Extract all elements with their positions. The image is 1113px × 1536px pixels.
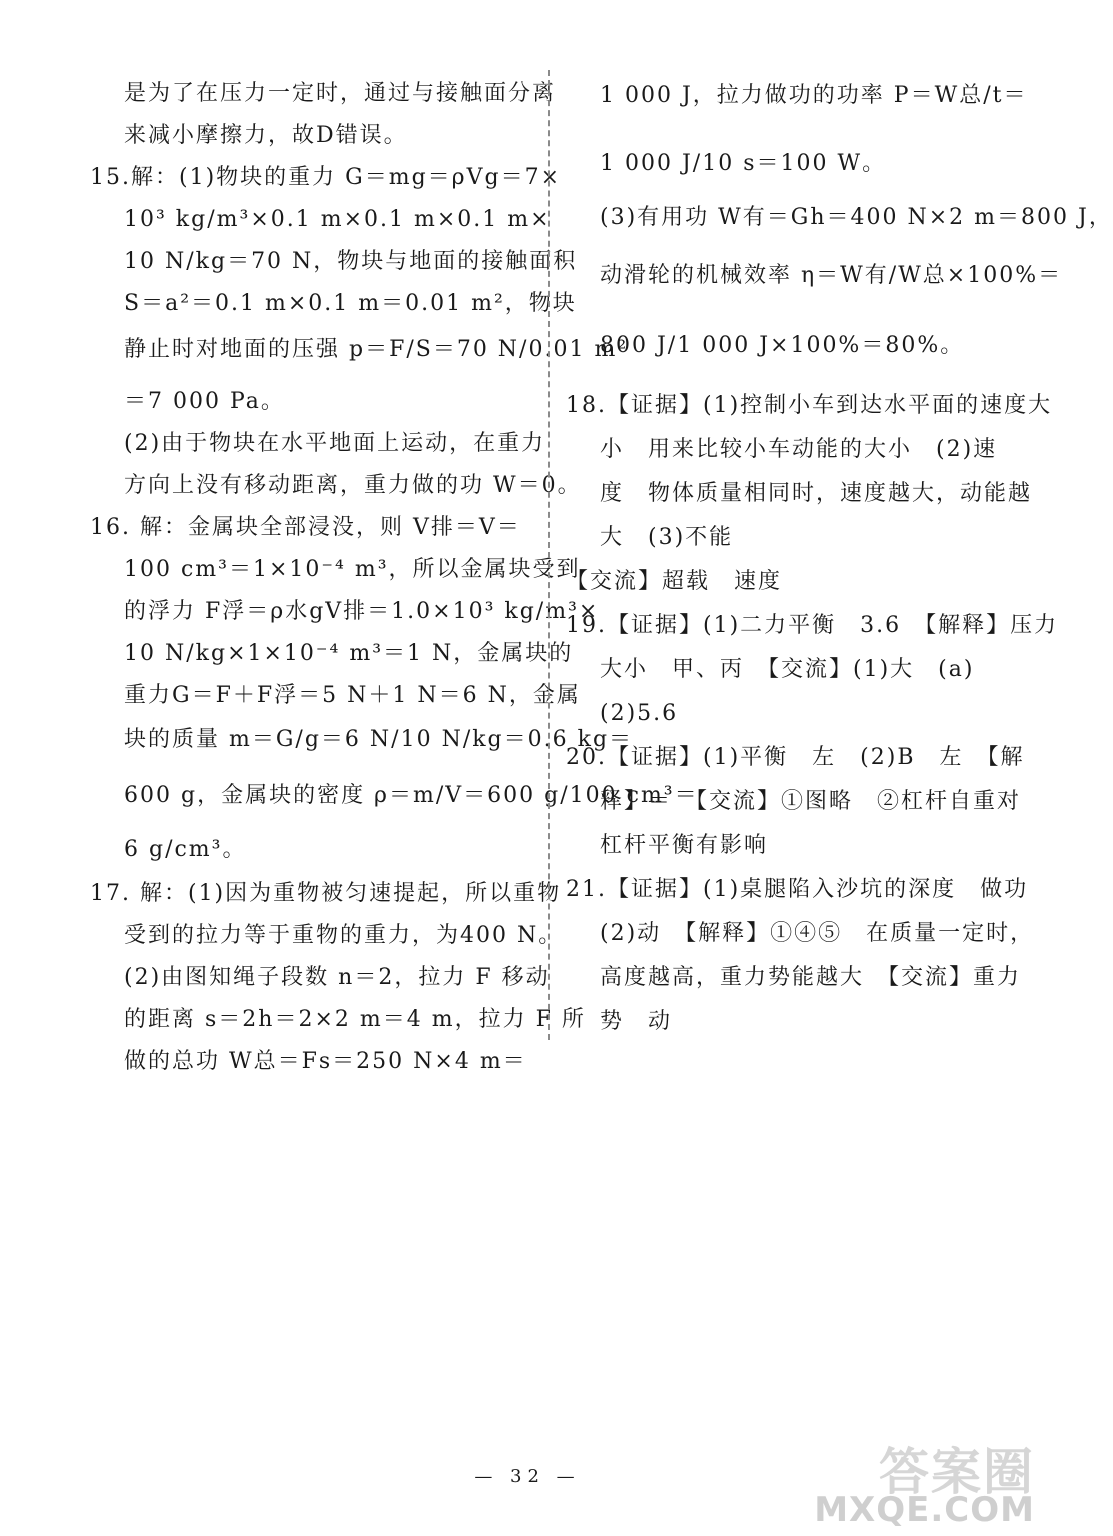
right-column-line: 1 000 J，拉力做功的功率 P＝W总/t＝: [600, 83, 1028, 108]
left-column-line: 600 g，金属块的密度 ρ＝m/V＝600 g/100 cm³＝: [124, 783, 699, 808]
left-column-line: 做的总功 W总＝Fs＝250 N×4 m＝: [124, 1049, 527, 1074]
watermark-logo: [814, 1430, 1041, 1530]
watermark-text-top: 答案圈: [879, 1443, 1035, 1501]
left-column-line: 16. 解：金属块全部浸没，则 V排＝V＝: [90, 515, 521, 540]
left-column-line: 6 g/cm³。: [124, 837, 247, 862]
left-column-line: 的距离 s＝2h＝2×2 m＝4 m，拉力 F 所: [124, 1007, 586, 1032]
left-column-line: S＝a²＝0.1 m×0.1 m＝0.01 m²，物块: [124, 291, 577, 316]
right-column-line: 度 物体质量相同时，速度越大，动能越: [600, 481, 1033, 506]
left-column-line: 10³ kg/m³×0.1 m×0.1 m×0.1 m×: [124, 207, 551, 232]
left-column-line: 块的质量 m＝G/g＝6 N/10 N/kg＝0.6 kg＝: [124, 727, 634, 752]
right-column-line: 动滑轮的机械效率 η＝W有/W总×100%＝: [600, 263, 1063, 288]
left-column-line: 来减小摩擦力，故D错误。: [124, 123, 408, 148]
left-column-line: ＝7 000 Pa。: [124, 389, 285, 414]
left-column-line: 的浮力 F浮＝ρ水gV排＝1.0×10³ kg/m³×: [124, 599, 600, 624]
left-column-line: (2)由于物块在水平地面上运动，在重力: [124, 431, 546, 456]
left-column-line: 100 cm³＝1×10⁻⁴ m³，所以金属块受到: [124, 557, 581, 582]
right-column-line: 20.【证据】(1)平衡 左 (2)B 左 【解: [566, 745, 1025, 770]
left-column-line: 静止时对地面的压强 p＝F/S＝70 N/0.01 m²: [124, 337, 629, 362]
right-column-line: 小 用来比较小车动能的大小 (2)速: [600, 437, 998, 462]
right-column-line: 势 动: [600, 1009, 673, 1034]
right-column-line: 【交流】超载 速度: [566, 569, 783, 594]
right-column-line: 19.【证据】(1)二力平衡 3.6 【解释】压力: [566, 613, 1059, 638]
watermark-text-bottom: MXQE.COM: [814, 1490, 1035, 1530]
right-column-line: 18.【证据】(1)控制小车到达水平面的速度大: [566, 393, 1053, 418]
right-column-line: 杠杆平衡有影响: [600, 833, 769, 858]
right-column-line: 1 000 J/10 s＝100 W。: [600, 151, 887, 176]
right-column-line: 21.【证据】(1)桌腿陷入沙坑的深度 做功: [566, 877, 1029, 902]
left-column-line: 重力G＝F＋F浮＝5 N＋1 N＝6 N，金属: [124, 683, 581, 708]
right-column-line: 高度越高，重力势能越大 【交流】重力: [600, 965, 1022, 990]
left-column-line: (2)由图知绳子段数 n＝2，拉力 F 移动: [124, 965, 550, 990]
column-divider: [548, 70, 550, 1040]
page-number: — 32 —: [474, 1466, 581, 1487]
left-column-line: 受到的拉力等于重物的重力，为400 N。: [124, 923, 563, 948]
right-column-line: (2)5.6: [600, 701, 679, 726]
right-column-line: (2)动 【解释】①④⑤ 在质量一定时，: [600, 921, 1035, 946]
left-column-line: 15.解：(1)物块的重力 G＝mg＝ρVg＝7×: [90, 165, 561, 190]
left-column-line: 方向上没有移动距离，重力做的功 W＝0。: [124, 473, 582, 498]
right-column-line: 大 (3)不能: [600, 525, 734, 550]
right-column-line: (3)有用功 W有＝Gh＝400 N×2 m＝800 J，: [600, 205, 1113, 230]
right-column-line: 释】＝ 【交流】①图略 ②杠杆自重对: [600, 789, 1022, 814]
left-column-line: 是为了在压力一定时，通过与接触面分离: [124, 81, 557, 106]
left-column-line: 10 N/kg×1×10⁻⁴ m³＝1 N，金属块的: [124, 641, 574, 666]
left-column-line: 17. 解：(1)因为重物被匀速提起，所以重物: [90, 881, 562, 906]
left-column-line: 10 N/kg＝70 N，物块与地面的接触面积: [124, 249, 578, 274]
right-column-line: 800 J/1 000 J×100%＝80%。: [600, 333, 965, 358]
right-column-line: 大小 甲、丙 【交流】(1)大 (a): [600, 657, 975, 682]
